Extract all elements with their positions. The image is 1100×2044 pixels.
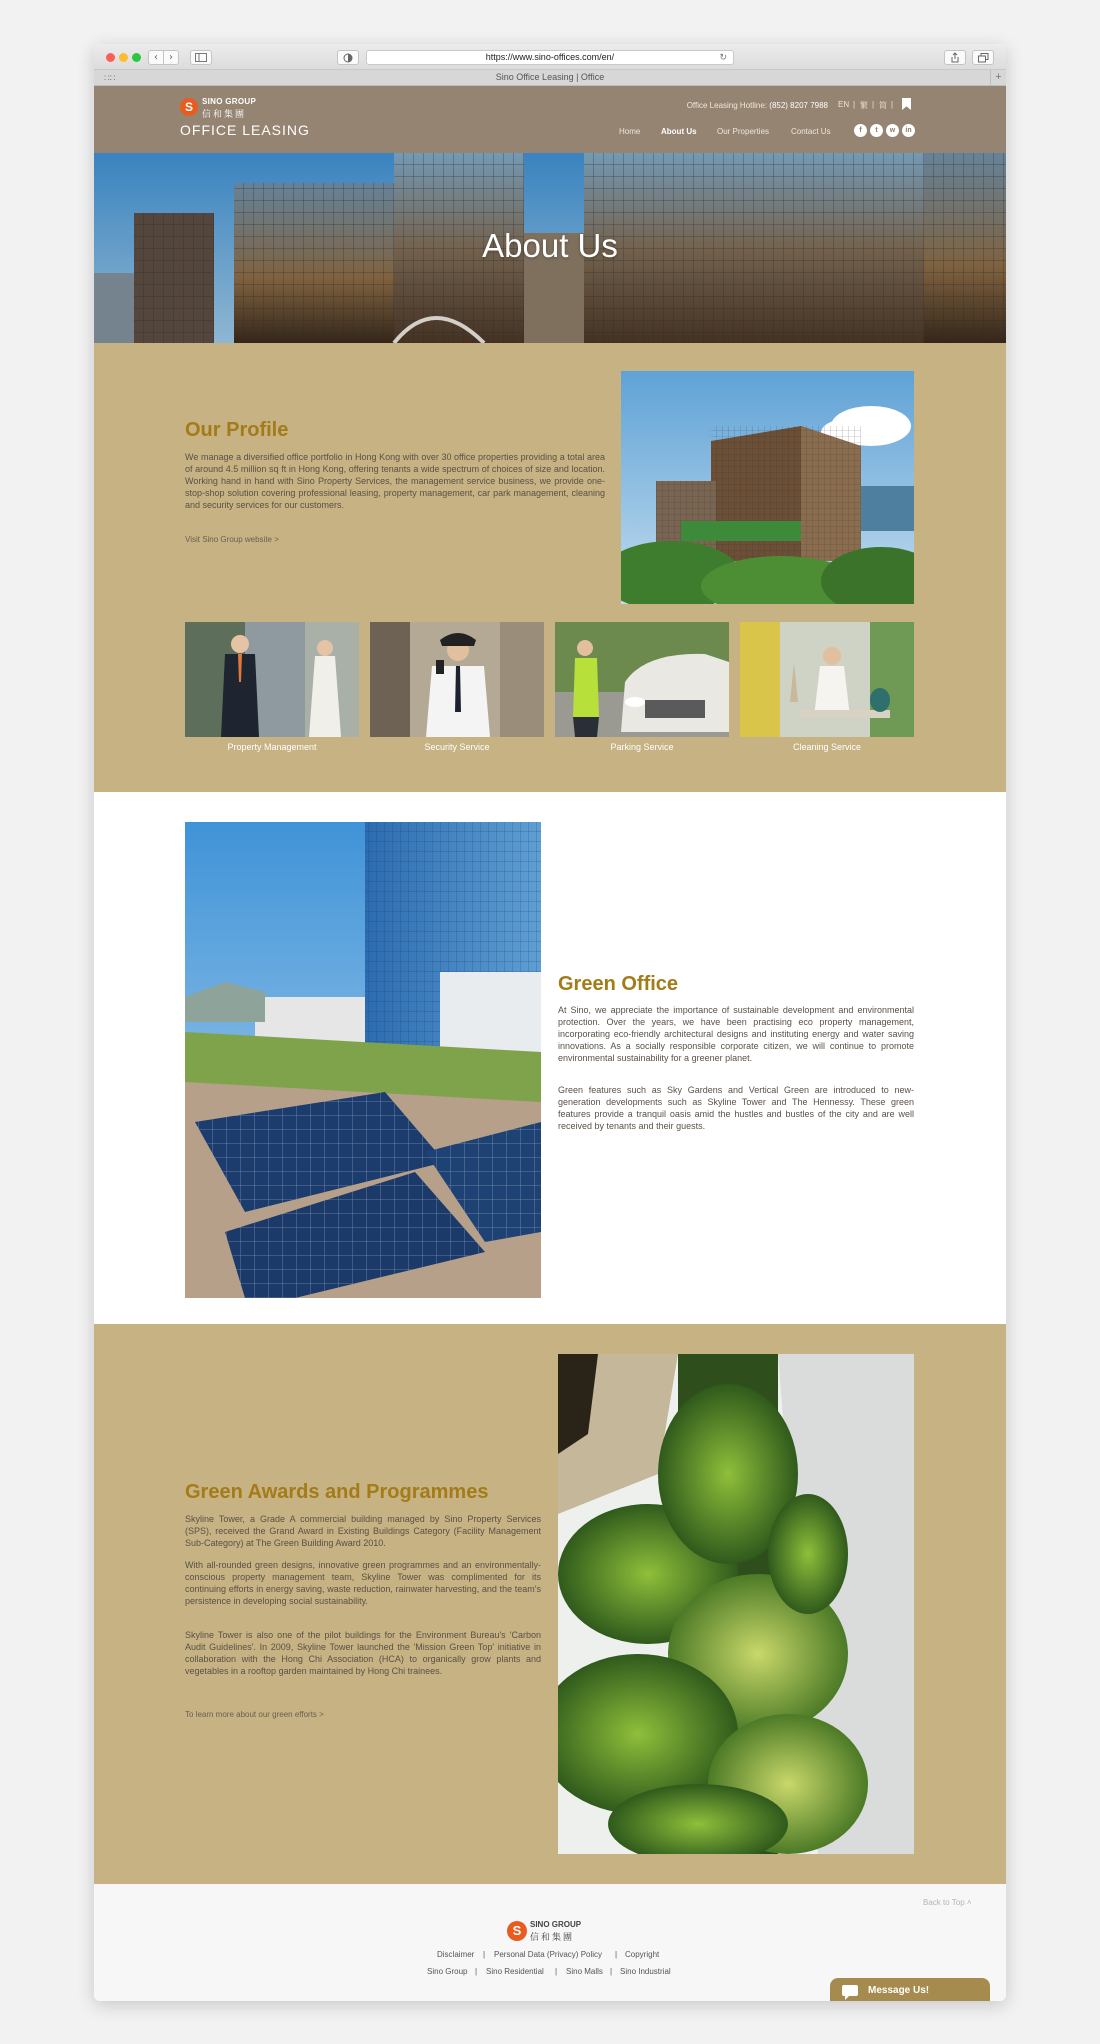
nav-contact-us[interactable]: Contact Us	[791, 127, 831, 136]
nav-our-properties[interactable]: Our Properties	[717, 127, 770, 136]
browser-window	[94, 44, 1006, 2001]
address-bar[interactable]	[366, 50, 734, 65]
solar-panel-roof-photo	[185, 822, 541, 1298]
footer-separator: |	[475, 1967, 478, 1976]
green-efforts-link[interactable]: To learn more about our green efforts >	[185, 1710, 324, 1719]
footer-separator: |	[610, 1967, 613, 1976]
footer-sino-logo-icon[interactable]: S	[507, 1921, 527, 1941]
logo-text-zh[interactable]: 信和集團	[202, 109, 247, 119]
back-to-top-link[interactable]: Back to Top ˄	[923, 1898, 972, 1907]
share-icon	[950, 52, 960, 63]
awards-paragraph: Skyline Tower is also one of the pilot buildings for the Environment Bureau's 'Carbon Audit Guidelines'. In 2009, Skyline Tower launched the 'Mission Green Top' initiative in collaboration with the Hong Chi Association (HCA) to organically grow plants and vegetables in a rooftop garden maintained by Hong Chi trainees.	[185, 1630, 541, 1676]
service-label[interactable]: Parking Service	[610, 742, 674, 752]
brand-subtitle[interactable]: OFFICE LEASING	[180, 122, 310, 138]
facebook-icon[interactable]: f	[854, 124, 867, 137]
green-office-paragraph: Green features such as Sky Gardens and Vertical Green are introduced to new-generation developments such as Skyline Tower and The Hennessy. These green features provide a tranquil oasis amid the hustles and bustles of the city and are well received by tenants and their guests.	[558, 1085, 914, 1131]
twitter-icon[interactable]: t	[870, 124, 883, 137]
footer-separator: |	[615, 1950, 618, 1959]
shield-icon	[343, 53, 353, 63]
linkedin-icon[interactable]: in	[902, 124, 915, 137]
nav-about-us[interactable]: About Us	[661, 127, 697, 136]
share-button[interactable]	[944, 50, 966, 65]
message-us-button[interactable]	[830, 1978, 990, 2001]
zoom-window-button[interactable]	[132, 53, 141, 62]
chat-bubble-icon	[842, 1985, 858, 1996]
privacy-shield-button[interactable]	[337, 50, 359, 65]
lang-tc-link[interactable]: 繁	[860, 101, 868, 110]
minimize-window-button[interactable]	[119, 53, 128, 62]
vertical-green-wall-photo	[558, 1354, 914, 1854]
footer-separator: |	[483, 1950, 486, 1959]
forward-button[interactable]: ›	[163, 50, 179, 65]
lang-separator: |	[872, 100, 875, 109]
weibo-icon[interactable]: w	[886, 124, 899, 137]
site-header	[94, 86, 1006, 153]
lang-sc-link[interactable]: 简	[879, 101, 887, 110]
awards-paragraph: Skyline Tower, a Grade A commercial building managed by Sino Property Services (SPS), received the Grand Award in Existing Buildings Category (Facility Management Sub-Category) at The Green Building Award 2010.	[185, 1514, 541, 1548]
footer-separator: |	[555, 1967, 558, 1976]
security-service-photo[interactable]	[370, 622, 544, 737]
browser-toolbar	[94, 44, 1006, 70]
tab-overview-button[interactable]	[972, 50, 994, 65]
footer-logo-text-en[interactable]: SINO GROUP	[530, 1920, 582, 1929]
sino-group-website-link[interactable]: Visit Sino Group website >	[185, 535, 279, 544]
reload-icon[interactable]: ↻	[719, 52, 727, 62]
logo-text-en[interactable]: SINO GROUP	[202, 97, 257, 106]
disclaimer-link[interactable]: Disclaimer	[437, 1950, 475, 1959]
property-management-photo[interactable]	[185, 622, 359, 737]
office-building-photo	[621, 371, 914, 604]
service-label[interactable]: Property Management	[227, 742, 317, 752]
service-label[interactable]: Security Service	[424, 742, 490, 752]
profile-description: We manage a diversified office portfolio in Hong Kong with over 30 office properties providing a total area of around 4.5 million sq ft in Hong Kong, offering tenants a wide spectrum of choices of size and location. Working hand in hand with Sino Property Services, the management service business, we provide one-stop-shop solution covering professional leasing, property management, car park management, cleaning and security services for our customers.	[185, 452, 605, 510]
nav-home[interactable]: Home	[619, 127, 641, 136]
footer-logo-text-zh[interactable]: 信和集團	[530, 1932, 575, 1942]
lang-en-link[interactable]: EN	[838, 100, 850, 109]
page-title: About Us	[482, 227, 618, 264]
back-button[interactable]: ‹	[148, 50, 164, 65]
service-label[interactable]: Cleaning Service	[792, 742, 862, 752]
awards-paragraph: With all-rounded green designs, innovative green programmes and an environmentally-conscious property management team, Skyline Tower was complimented for its continuing efforts in energy saving, waste reduction, rainwater harvesting, and the team's persistence in developing social sustainability.	[185, 1560, 541, 1606]
site-footer	[94, 1884, 1006, 2001]
tabs-icon	[978, 53, 989, 63]
hotline	[687, 101, 828, 110]
url-text: https://www.sino-offices.com/en/	[485, 52, 615, 62]
sino-residential-link[interactable]: Sino Residential	[486, 1967, 544, 1976]
message-us-label: Message Us!	[868, 1985, 930, 1996]
bookmark-icon[interactable]	[902, 98, 911, 110]
green-awards-heading: Green Awards and Programmes	[185, 1481, 489, 1503]
sino-group-link[interactable]: Sino Group	[427, 1967, 468, 1976]
green-office-paragraph: At Sino, we appreciate the importance of sustainable development and environmental protection. Over the years, we have been practising eco property management, incorporating eco-friendly architectural designs and instituting energy and water saving innovations. As a socially responsible corporate citizen, we will continue to promote environmental sustainability for a greener planet.	[558, 1005, 914, 1063]
new-tab-button[interactable]: +	[990, 70, 1006, 86]
green-office-section	[94, 792, 1006, 1324]
cleaning-service-photo[interactable]	[740, 622, 914, 737]
copyright-link[interactable]: Copyright	[625, 1950, 660, 1959]
profile-section	[94, 343, 1006, 792]
green-office-heading: Green Office	[558, 973, 679, 995]
privacy-policy-link[interactable]: Personal Data (Privacy) Policy	[494, 1950, 603, 1959]
hotline-label: Office Leasing Hotline:	[686, 101, 768, 110]
hotline-number[interactable]: (852) 8207 7988	[769, 101, 828, 110]
sino-industrial-link[interactable]: Sino Industrial	[620, 1967, 671, 1976]
lang-separator: |	[891, 100, 894, 109]
tab-strip	[94, 70, 1006, 86]
profile-heading: Our Profile	[185, 419, 289, 441]
sidebar-icon	[195, 53, 207, 62]
active-tab[interactable]: Sino Office Leasing | Office	[495, 72, 605, 82]
sidebar-toggle-button[interactable]	[190, 50, 212, 65]
lang-separator: |	[853, 100, 856, 109]
hero-banner	[94, 153, 1006, 343]
close-window-button[interactable]	[106, 53, 115, 62]
green-awards-section	[94, 1324, 1006, 1884]
sino-malls-link[interactable]: Sino Malls	[566, 1967, 603, 1976]
sino-logo-icon[interactable]: S	[180, 98, 198, 116]
grid-icon[interactable]: ∷∷	[104, 73, 116, 83]
parking-service-photo[interactable]	[555, 622, 729, 737]
